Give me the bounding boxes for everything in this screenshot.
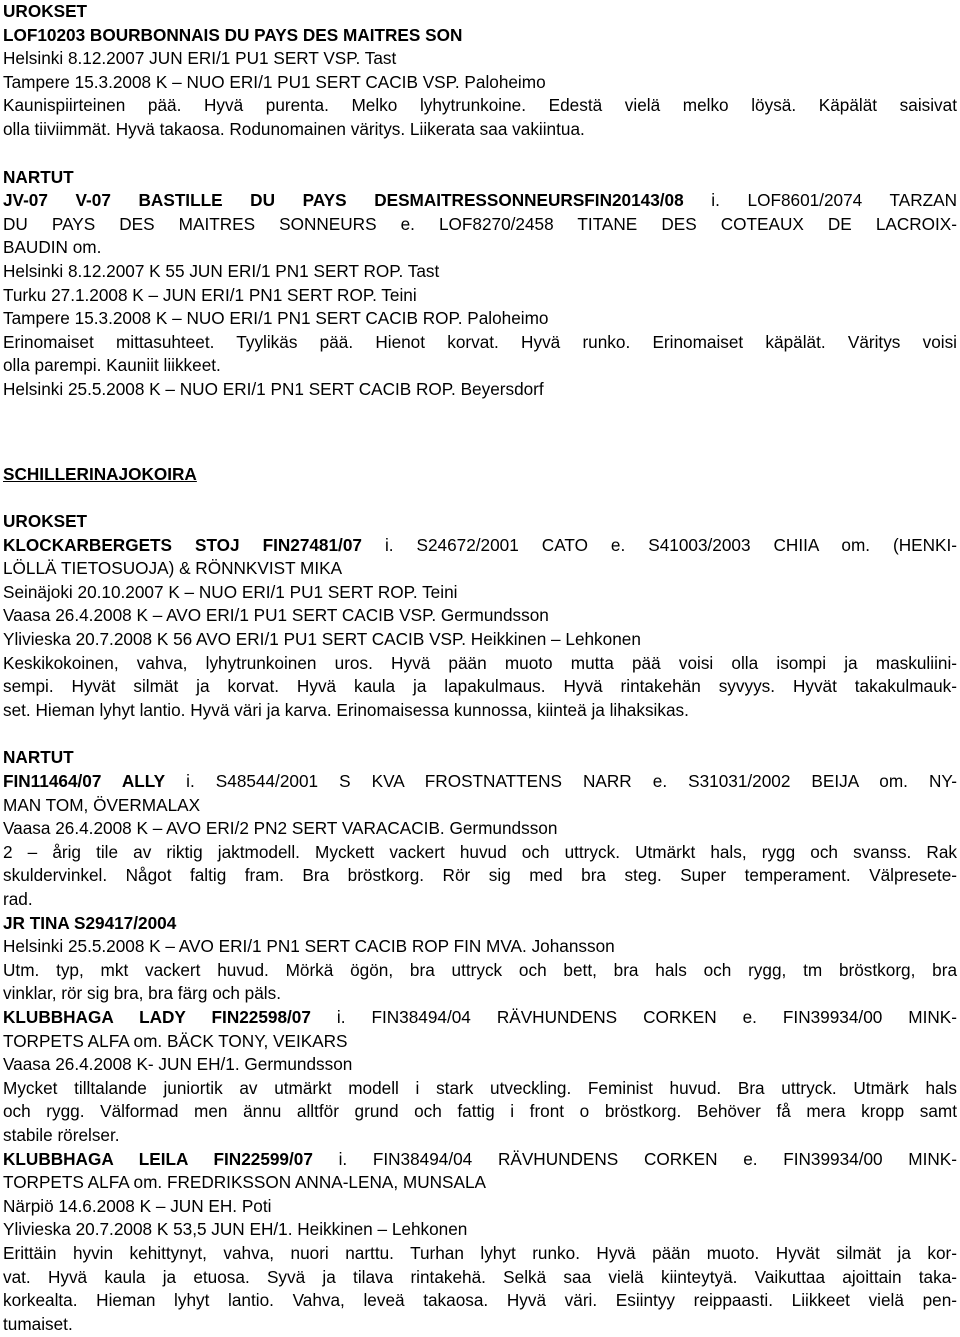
- spacer: [3, 142, 957, 166]
- critique-line: vinklar, rör sig bra, bra färg och päls.: [3, 983, 281, 1004]
- dog-name: KLOCKARBERGETS STOJ FIN27481/07: [3, 534, 362, 555]
- show-result: Ylivieska 20.7.2008 K 53,5 JUN EH/1. Heikkinen – Lehkonen: [3, 1219, 468, 1240]
- dog-name: KLUBBHAGA LEILA FIN22599/07: [3, 1148, 313, 1169]
- show-result: Helsinki 8.12.2007 K 55 JUN ERI/1 PN1 SERT ROP. Tast: [3, 260, 440, 281]
- critique-line: 2 – årig tile av riktig jaktmodell. Myckett vackert huvud och uttryck. Utmärkt hals, rygg och svanss. Rak: [3, 841, 957, 862]
- section-heading-females: NARTUT: [3, 747, 74, 768]
- dog-name: JR TINA S29417/2004: [3, 912, 177, 933]
- show-result: Tampere 15.3.2008 K – NUO ERI/1 PN1 SERT CACIB ROP. Paloheimo: [3, 308, 549, 329]
- critique-line: sempi. Hyvät silmät ja korvat. Hyvä kaula ja lapakulmaus. Hyvä rintakehän syvyys. Hyvät takakulmauk-: [3, 676, 957, 697]
- show-result: Tampere 15.3.2008 K – NUO ERI/1 PU1 SERT CACIB VSP. Paloheimo: [3, 71, 546, 92]
- dog-name: KLUBBHAGA LADY FIN22598/07: [3, 1006, 311, 1027]
- critique-line: tumaiset.: [3, 1313, 73, 1334]
- critique-line: Mycket tilltalande juniortik av utmärkt modell i stark utveckling. Feminist huvud. Bra uttryck. Utmärk hals: [3, 1077, 957, 1098]
- pedigree-line: [3, 770, 957, 794]
- show-result: Helsinki 25.5.2008 K – NUO ERI/1 PN1 SERT CACIB ROP. Beyersdorf: [3, 378, 544, 399]
- critique-line: rad.: [3, 889, 33, 909]
- critique-line: skuldervinkel. Något faltig fram. Bra bröstkorg. Rör sig med bra steg. Super temperament. Välpresete-: [3, 865, 957, 886]
- parents-text: i. FIN38494/04 RÄVHUNDENS CORKEN e. FIN39934/00 MINK-: [310, 1006, 957, 1027]
- critique-line: Utm. typ, mkt vackert huvud. Mörkä ögön, bra uttryck och bett, bra hals och rygg, tm bröstkorg, bra: [3, 959, 957, 980]
- dog-name: JV-07 V-07 BASTILLE DU PAYS DESMAITRESSONNEURSFIN20143/08: [3, 190, 684, 211]
- dog-name: LOF10203 BOURBONNAIS DU PAYS DES MAITRES SON: [3, 24, 463, 45]
- show-result: Helsinki 8.12.2007 JUN ERI/1 PU1 SERT VSP. Tast: [3, 48, 397, 69]
- critique-line: Keskikokoinen, vahva, lyhytrunkoinen uros. Hyvä pään muoto mutta pää voisi olla isompi ja maskuliini-: [3, 652, 957, 673]
- pedigree-line: DU PAYS DES MAITRES SONNEURS e. LOF8270/2458 TITANE DES COTEAUX DE LACROIX-: [3, 213, 957, 234]
- critique-line: Erittäin hyvin kehittynyt, vahva, nuori narttu. Turhan lyhyt runko. Hyvä pään muoto. Hyvät silmät ja kor-: [3, 1242, 957, 1263]
- pedigree-line: MAN TOM, ÖVERMALAX: [3, 794, 201, 815]
- critique-line: och rygg. Välformad men ännu alltför grund och fattig i front o bröstkorg. Behöver få mera kropp samt: [3, 1101, 957, 1122]
- section-heading-males: UROKSET: [3, 1, 88, 21]
- pedigree-line: TORPETS ALFA om. FREDRIKSSON ANNA-LENA, MUNSALA: [3, 1172, 486, 1193]
- critique-line: Kaunispiirteinen pää. Hyvä purenta. Melko lyhytrunkoine. Edestä vielä melko löysä. Käpälät saisivat: [3, 95, 957, 116]
- pedigree-line: [3, 1006, 957, 1030]
- section-heading-males: UROKSET: [3, 511, 88, 532]
- pedigree-line: TORPETS ALFA om. BÄCK TONY, VEIKARS: [3, 1030, 348, 1051]
- pedigree-line: [3, 534, 957, 558]
- section-heading-females: NARTUT: [3, 166, 74, 187]
- show-result: Ylivieska 20.7.2008 K 56 AVO ERI/1 PU1 SERT CACIB VSP. Heikkinen – Lehkonen: [3, 629, 641, 650]
- parents-text: i. FIN38494/04 RÄVHUNDENS CORKEN e. FIN39934/00 MINK-: [312, 1148, 957, 1169]
- show-result: Turku 27.1.2008 K – JUN ERI/1 PN1 SERT ROP. Teini: [3, 284, 417, 305]
- show-result: Vaasa 26.4.2008 K – AVO ERI/2 PN2 SERT VARACACIB. Germundsson: [3, 818, 558, 839]
- spacer: [3, 486, 957, 510]
- critique-line: olla tiiviimmät. Hyvä takaosa. Rodunomainen väritys. Liikerata saa vakiintua.: [3, 118, 585, 139]
- parents-text: i. LOF8601/2074 TARZAN: [683, 190, 957, 211]
- breed-title: SCHILLERINAJOKOIRA: [3, 463, 197, 484]
- critique-line: Erinomaiset mittasuhteet. Tyylikäs pää. Hienot korvat. Hyvä runko. Erinomaiset käpälät. Väritys voisi: [3, 331, 957, 352]
- parents-text: i. S24672/2001 CATO e. S41003/2003 CHIIA om. (HENKI-: [361, 534, 957, 555]
- show-result: Helsinki 25.5.2008 K – AVO ERI/1 PN1 SERT CACIB ROP FIN MVA. Johansson: [3, 936, 615, 957]
- parents-text: i. S48544/2001 S KVA FROSTNATTENS NARR e. S31031/2002 BEIJA om. NY-: [165, 771, 957, 792]
- show-result: Vaasa 26.4.2008 K- JUN EH/1. Germundsson: [3, 1054, 353, 1075]
- critique-line: stabile rörelser.: [3, 1124, 120, 1145]
- pedigree-line: [3, 1148, 957, 1172]
- critique-line: vat. Hyvä kaula ja etuosa. Syvä ja tilava rintakehä. Selkä saa vielä kiinteytyä. Vaikuttaa ajoittain taka-: [3, 1266, 957, 1287]
- critique-line: korkealta. Hieman lyhyt lantio. Vahva, leveä takaosa. Hyvä väri. Esiintyy reippaasti. Liikkeet vielä pen-: [3, 1290, 957, 1311]
- pedigree-line: LÖLLÄ TIETOSUOJA) & RÖNNKVIST MIKA: [3, 558, 343, 579]
- pedigree-line: BAUDIN om.: [3, 237, 102, 258]
- spacer: [3, 722, 957, 746]
- critique-line: set. Hieman lyhyt lantio. Hyvä väri ja karva. Erinomaisessa kunnossa, kiinteä ja lihaksikas.: [3, 699, 689, 720]
- show-result: Vaasa 26.4.2008 K – AVO ERI/1 PU1 SERT CACIB VSP. Germundsson: [3, 605, 549, 626]
- pedigree-line: [3, 189, 957, 213]
- show-result: Seinäjoki 20.10.2007 K – NUO ERI/1 PU1 SERT ROP. Teini: [3, 581, 458, 602]
- critique-line: olla parempi. Kauniit liikkeet.: [3, 355, 221, 376]
- dog-name: FIN11464/07 ALLY: [3, 771, 166, 792]
- spacer: [3, 402, 957, 463]
- show-result: Närpiö 14.6.2008 K – JUN EH. Poti: [3, 1195, 272, 1216]
